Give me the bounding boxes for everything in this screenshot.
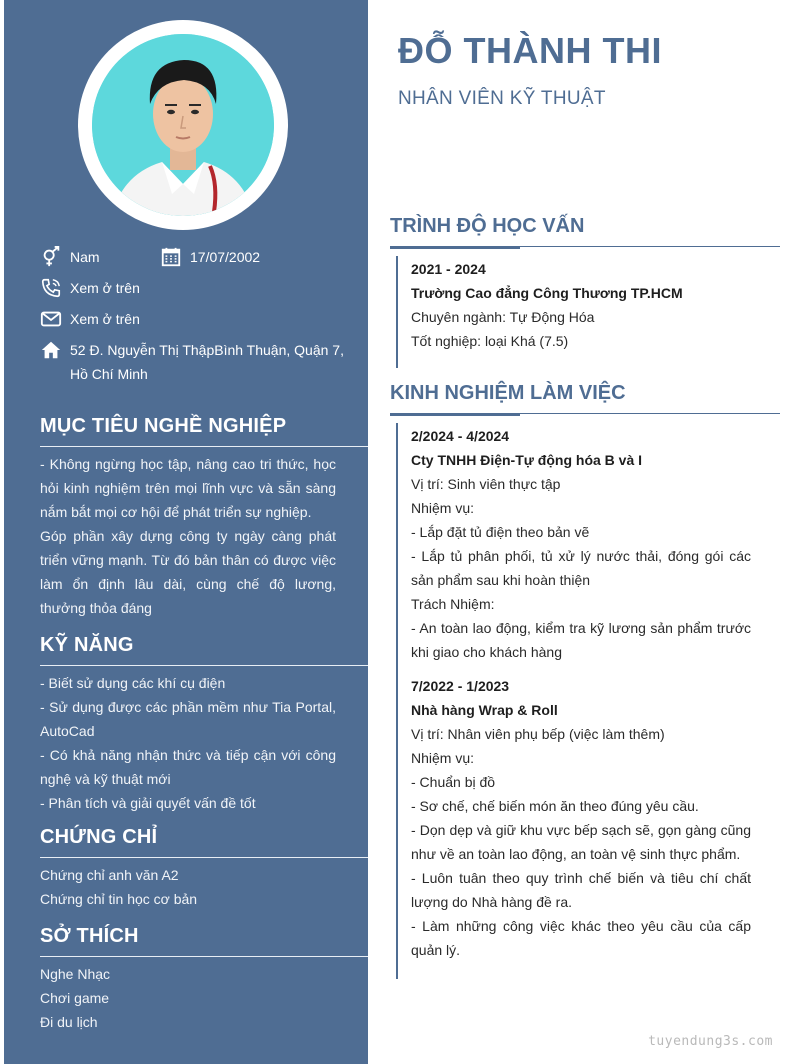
job-line: Nhiệm vụ: bbox=[411, 500, 475, 516]
birthday-row bbox=[160, 245, 260, 269]
education-entry bbox=[411, 257, 751, 353]
watermark: tuyendung3s.com bbox=[648, 1034, 773, 1049]
hobby-item: Nghe Nhạc bbox=[40, 966, 111, 982]
avatar bbox=[92, 34, 274, 216]
gender-text: Nam bbox=[70, 249, 100, 265]
education-title: TRÌNH ĐỘ HỌC VẤN bbox=[390, 215, 780, 247]
experience-timeline bbox=[396, 423, 398, 979]
hobbies-list bbox=[40, 962, 336, 1034]
objective-text bbox=[40, 452, 336, 620]
job-line: - Sơ chế, chế biến món ăn theo đúng yêu cầu. bbox=[411, 798, 699, 814]
school-name: Trường Cao đẳng Công Thương TP.HCM bbox=[411, 285, 683, 301]
hobby-item: Đi du lịch bbox=[40, 1014, 98, 1030]
avatar-frame bbox=[78, 20, 288, 230]
certificate-item: Chứng chỉ anh văn A2 bbox=[40, 867, 179, 883]
education-timeline bbox=[396, 256, 398, 368]
job-line: Nhiệm vụ: bbox=[411, 750, 475, 766]
job-line: - An toàn lao động, kiểm tra kỹ lương sản phẩm trước khi giao cho khách hàng bbox=[411, 620, 751, 660]
birthday-text: 17/07/2002 bbox=[190, 249, 261, 265]
hobby-item: Chơi game bbox=[40, 990, 110, 1006]
gender-icon bbox=[40, 246, 62, 268]
job-date: 7/2022 - 1/2023 bbox=[411, 678, 510, 694]
skills-title: KỸ NĂNG bbox=[40, 634, 368, 666]
job-line: - Luôn tuân theo quy trình chế biến và tiêu chí chất lượng do Nhà hàng đề ra. bbox=[411, 870, 751, 910]
company-name: Cty TNHH Điện-Tự động hóa B và I bbox=[411, 452, 643, 468]
address-row bbox=[40, 338, 360, 386]
education-date: 2021 - 2024 bbox=[411, 261, 486, 277]
education-grade: Tốt nghiệp: loại Khá (7.5) bbox=[411, 333, 569, 349]
avatar-photo bbox=[92, 34, 274, 216]
calendar-icon bbox=[160, 246, 182, 268]
job-line: Vị trí: Nhân viên phụ bếp (việc làm thêm) bbox=[411, 726, 665, 742]
email-row bbox=[40, 307, 140, 331]
hobbies-title: SỞ THÍCH bbox=[40, 925, 368, 957]
job-line: Vị trí: Sinh viên thực tập bbox=[411, 476, 561, 492]
skill-item: - Có khả năng nhận thức và tiếp cận với công nghệ và kỹ thuật mới bbox=[40, 747, 336, 787]
experience-entry bbox=[411, 424, 751, 664]
objective-title: MỤC TIÊU NGHỀ NGHIỆP bbox=[40, 415, 368, 447]
certificate-item: Chứng chỉ tin học cơ bản bbox=[40, 891, 198, 907]
job-line: - Làm những công việc khác theo yêu cầu của cấp quản lý. bbox=[411, 918, 751, 958]
experience-entry bbox=[411, 674, 751, 962]
phone-icon bbox=[40, 277, 62, 299]
job-line: Trách Nhiệm: bbox=[411, 596, 495, 612]
education-major: Chuyên ngành: Tự Động Hóa bbox=[411, 309, 595, 325]
job-date: 2/2024 - 4/2024 bbox=[411, 428, 510, 444]
objective-line: Góp phần xây dựng công ty ngày càng phát triển vững mạnh. Từ đó bản thân có được việc làm ổn định lâu dài, cùng chế độ lương, thưởng thỏa đáng bbox=[40, 528, 336, 616]
objective-line: - Không ngừng học tập, nâng cao tri thức, học hỏi kinh nghiệm trên mọi lĩnh vực và sẵn sàng nắm bắt mọi cơ hội để phát triển sự nghiệp. bbox=[40, 456, 336, 520]
home-icon bbox=[40, 339, 62, 361]
job-line: - Lắp đặt tủ điện theo bản vẽ bbox=[411, 524, 590, 540]
phone-row bbox=[40, 276, 140, 300]
phone-text: Xem ở trên bbox=[70, 280, 140, 296]
sidebar bbox=[4, 0, 368, 1064]
email-text: Xem ở trên bbox=[70, 311, 140, 327]
job-title: NHÂN VIÊN KỸ THUẬT bbox=[398, 88, 606, 109]
experience-title: KINH NGHIỆM LÀM VIỆC bbox=[390, 382, 780, 414]
skills-list bbox=[40, 671, 336, 815]
certificates-list bbox=[40, 863, 336, 911]
job-line: - Dọn dẹp và giữ khu vực bếp sạch sẽ, gọn gàng cũng như về an toàn lao động, an toàn vệ sinh thực phẩm. bbox=[411, 822, 751, 862]
skill-item: - Phân tích và giải quyết vấn đề tốt bbox=[40, 795, 256, 811]
mail-icon bbox=[40, 308, 62, 330]
company-name: Nhà hàng Wrap & Roll bbox=[411, 702, 558, 718]
certificates-title: CHỨNG CHỈ bbox=[40, 826, 368, 858]
job-line: - Lắp tủ phân phối, tủ xử lý nước thải, đóng gói các sản phẩm sau khi hoàn thiện bbox=[411, 548, 751, 588]
candidate-name: ĐỖ THÀNH THI bbox=[398, 30, 662, 71]
skill-item: - Biết sử dụng các khí cụ điện bbox=[40, 675, 226, 691]
skill-item: - Sử dụng được các phần mềm như Tia Portal, AutoCad bbox=[40, 699, 336, 739]
gender-row bbox=[40, 245, 100, 269]
job-line: - Chuẩn bị đồ bbox=[411, 774, 496, 790]
address-text: 52 Đ. Nguyễn Thị ThậpBình Thuận, Quận 7, Hồ Chí Minh bbox=[70, 342, 344, 382]
